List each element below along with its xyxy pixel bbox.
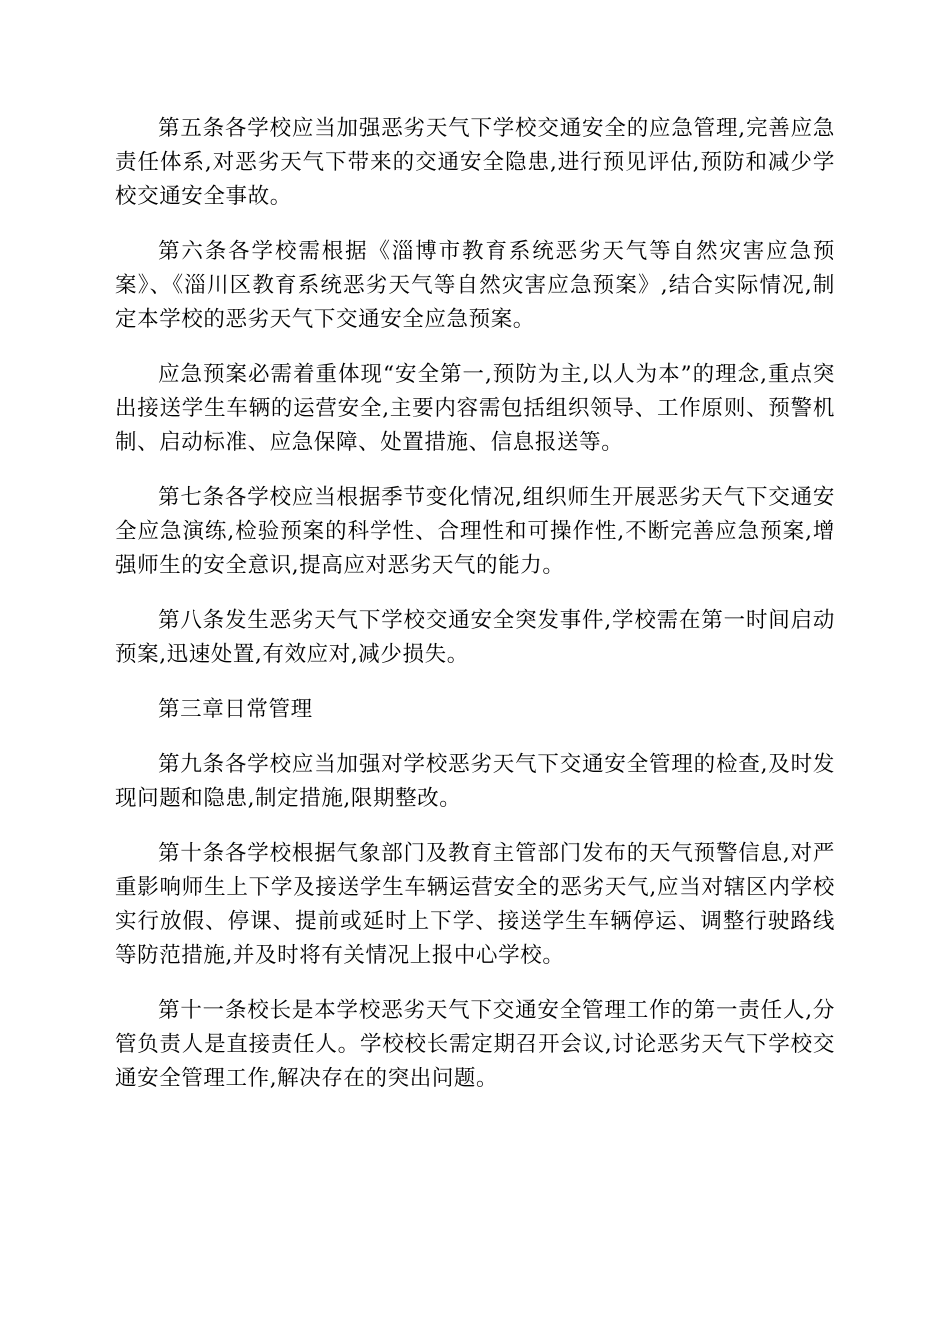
emergency-plan-paragraph: 应急预案必需着重体现“安全第一,预防为主,以人为本”的理念,重点突出接送学生车辆的运营安全,主要内容需包括组织领导、工作原则、预警机制、启动标准、应急保障、处置措施、信息报送等。 <box>115 362 835 455</box>
article-9-paragraph: 第九条各学校应当加强对学校恶劣天气下交通安全管理的检查,及时发现问题和隐患,制定措施,限期整改。 <box>115 752 835 811</box>
chapter-3-heading: 第三章日常管理 <box>158 697 313 722</box>
article-6-paragraph: 第六条各学校需根据《淄博市教育系统恶劣天气等自然灾害应急预案》、《淄川区教育系统恶劣天气等自然灾害应急预案》,结合实际情况,制定本学校的恶劣天气下交通安全应急预案。 <box>115 239 835 332</box>
article-8-paragraph: 第八条发生恶劣天气下学校交通安全突发事件,学校需在第一时间启动预案,迅速处置,有效应对,减少损失。 <box>115 608 835 667</box>
article-11-paragraph: 第十一条校长是本学校恶劣天气下交通安全管理工作的第一责任人,分管负责人是直接责任人。学校校长需定期召开会议,讨论恶劣天气下学校交通安全管理工作,解决存在的突出问题。 <box>115 998 835 1091</box>
article-10-paragraph: 第十条各学校根据气象部门及教育主管部门发布的天气预警信息,对严重影响师生上下学及接送学生车辆运营安全的恶劣天气,应当对辖区内学校实行放假、停课、提前或延时上下学、接送学生车辆停运、调整行驶路线等防范措施,并及时将有关情况上报中心学校。 <box>115 841 835 968</box>
document-body <box>115 112 835 1117</box>
article-7-paragraph: 第七条各学校应当根据季节变化情况,组织师生开展恶劣天气下交通安全应急演练,检验预案的科学性、合理性和可操作性,不断完善应急预案,增强师生的安全意识,提高应对恶劣天气的能力。 <box>115 485 835 578</box>
article-5-paragraph: 第五条各学校应当加强恶劣天气下学校交通安全的应急管理,完善应急责任体系,对恶劣天气下带来的交通安全隐患,进行预见评估,预防和减少学校交通安全事故。 <box>115 116 835 209</box>
